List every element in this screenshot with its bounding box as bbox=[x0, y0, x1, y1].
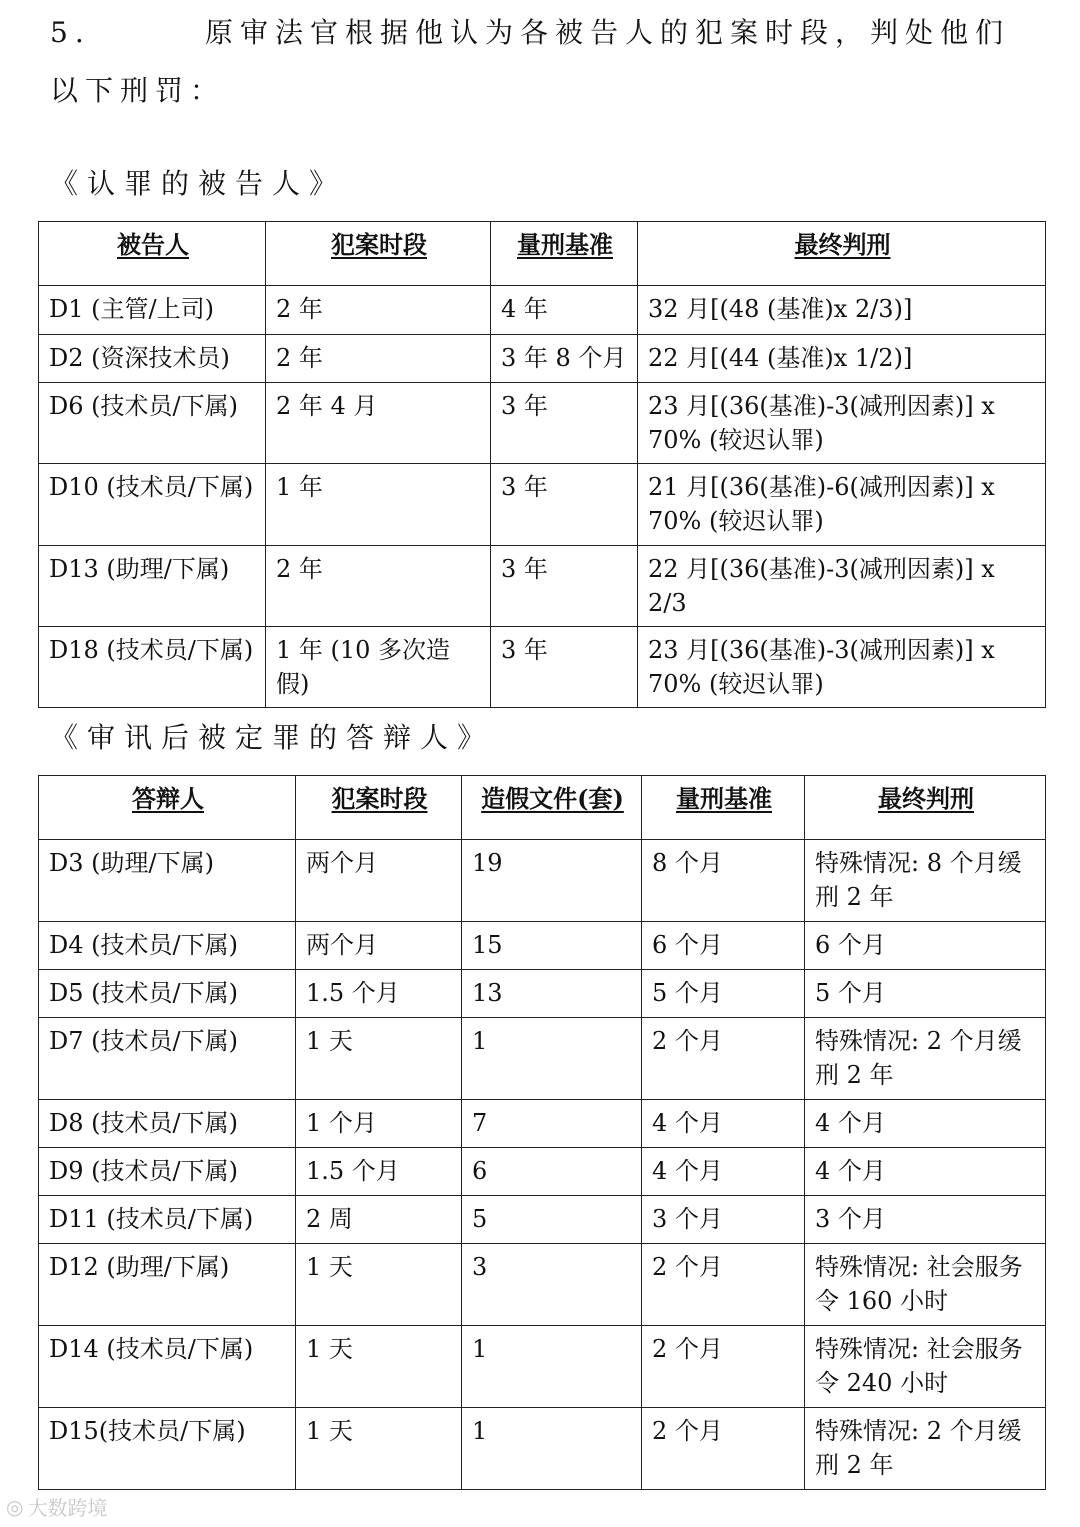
weibo-icon: ◎ bbox=[6, 1494, 24, 1519]
table-row bbox=[39, 464, 1046, 546]
section1-heading: 《认罪的被告人》 bbox=[50, 167, 347, 200]
column-header: 犯案时段 bbox=[296, 776, 462, 840]
table-cell: 2 个月 bbox=[642, 1408, 805, 1490]
convicted-after-trial-table bbox=[38, 775, 1046, 1490]
table-cell: D12 (助理/下属) bbox=[39, 1244, 296, 1326]
table-cell: 21 月[(36(基准)-6(减刑因素)] x 70% (较迟认罪) bbox=[638, 464, 1046, 546]
table-cell: 特殊情况: 8 个月缓刑 2 年 bbox=[805, 840, 1046, 922]
table-row bbox=[39, 840, 1046, 922]
table-cell: 2 周 bbox=[296, 1196, 462, 1244]
column-header: 最终判刑 bbox=[805, 776, 1046, 840]
table-cell: 8 个月 bbox=[642, 840, 805, 922]
table-cell: D13 (助理/下属) bbox=[39, 546, 266, 627]
table-cell: 2 年 bbox=[266, 546, 491, 627]
table-cell: 32 月[(48 (基准)x 2/3)] bbox=[638, 286, 1046, 335]
table-cell: 5 个月 bbox=[642, 970, 805, 1018]
table-cell: 5 bbox=[462, 1196, 642, 1244]
table-cell: 23 月[(36(基准)-3(减刑因素)] x 70% (较迟认罪) bbox=[638, 627, 1046, 708]
column-header: 量刑基准 bbox=[491, 222, 638, 286]
table-cell: D18 (技术员/下属) bbox=[39, 627, 266, 708]
table-cell: 特殊情况: 2 个月缓刑 2 年 bbox=[805, 1018, 1046, 1100]
table-cell: 6 个月 bbox=[805, 922, 1046, 970]
table-row bbox=[39, 335, 1046, 383]
table-cell: D15(技术员/下属) bbox=[39, 1408, 296, 1490]
table-cell: 2 个月 bbox=[642, 1244, 805, 1326]
table-cell: 13 bbox=[462, 970, 642, 1018]
table-cell: 3 bbox=[462, 1244, 642, 1326]
table-cell: 23 月[(36(基准)-3(减刑因素)] x 70% (较迟认罪) bbox=[638, 383, 1046, 464]
table-cell: 1 年 bbox=[266, 464, 491, 546]
column-header: 造假文件(套) bbox=[462, 776, 642, 840]
table-cell: 1 天 bbox=[296, 1244, 462, 1326]
table-cell: 两个月 bbox=[296, 840, 462, 922]
paragraph-number: 5. bbox=[50, 16, 91, 49]
table-cell: 3 个月 bbox=[805, 1196, 1046, 1244]
table-row bbox=[39, 1018, 1046, 1100]
table-row bbox=[39, 1408, 1046, 1490]
table-cell: 3 个月 bbox=[642, 1196, 805, 1244]
table-cell: 1 天 bbox=[296, 1018, 462, 1100]
table-cell: D11 (技术员/下属) bbox=[39, 1196, 296, 1244]
table-cell: D14 (技术员/下属) bbox=[39, 1326, 296, 1408]
table-cell: D5 (技术员/下属) bbox=[39, 970, 296, 1018]
table-cell: D8 (技术员/下属) bbox=[39, 1100, 296, 1148]
watermark bbox=[6, 1492, 107, 1521]
paragraph-text: 原审法官根据他认为各被告人的犯案时段，判处他们以下刑罚： bbox=[50, 16, 1011, 107]
table-cell: 特殊情况: 社会服务令 160 小时 bbox=[805, 1244, 1046, 1326]
table-cell: 3 年 bbox=[491, 464, 638, 546]
table-row bbox=[39, 1196, 1046, 1244]
table-cell: 1 个月 bbox=[296, 1100, 462, 1148]
table-cell: D7 (技术员/下属) bbox=[39, 1018, 296, 1100]
table-row bbox=[39, 627, 1046, 708]
table-cell: 2 个月 bbox=[642, 1018, 805, 1100]
table-cell: 2 年 4 月 bbox=[266, 383, 491, 464]
column-header: 量刑基准 bbox=[642, 776, 805, 840]
table-cell: D10 (技术员/下属) bbox=[39, 464, 266, 546]
table-cell: D4 (技术员/下属) bbox=[39, 922, 296, 970]
table-cell: 4 个月 bbox=[805, 1100, 1046, 1148]
table-cell: D3 (助理/下属) bbox=[39, 840, 296, 922]
table-cell: 3 年 bbox=[491, 546, 638, 627]
column-header: 答辩人 bbox=[39, 776, 296, 840]
table-cell: 特殊情况: 2 个月缓刑 2 年 bbox=[805, 1408, 1046, 1490]
table-cell: D6 (技术员/下属) bbox=[39, 383, 266, 464]
table-cell: 特殊情况: 社会服务令 240 小时 bbox=[805, 1326, 1046, 1408]
table-cell: 22 月[(36(基准)-3(减刑因素)] x 2/3 bbox=[638, 546, 1046, 627]
table-cell: 1 天 bbox=[296, 1326, 462, 1408]
intro-paragraph bbox=[50, 4, 1035, 120]
table-row bbox=[39, 286, 1046, 335]
table-cell: 3 年 bbox=[491, 383, 638, 464]
table-cell: 1 年 (10 多次造假) bbox=[266, 627, 491, 708]
table-row bbox=[39, 383, 1046, 464]
table-cell: 1 bbox=[462, 1408, 642, 1490]
section2-heading: 《审讯后被定罪的答辩人》 bbox=[50, 721, 495, 754]
table-cell: 6 bbox=[462, 1148, 642, 1196]
table-cell: 7 bbox=[462, 1100, 642, 1148]
table-cell: D9 (技术员/下属) bbox=[39, 1148, 296, 1196]
guilty-plea-table bbox=[38, 221, 1046, 708]
table-cell: 1 bbox=[462, 1326, 642, 1408]
table-header-row bbox=[39, 222, 1046, 286]
table-cell: 2 年 bbox=[266, 335, 491, 383]
column-header: 被告人 bbox=[39, 222, 266, 286]
table-cell: 4 个月 bbox=[642, 1148, 805, 1196]
table-row bbox=[39, 922, 1046, 970]
table-row bbox=[39, 1100, 1046, 1148]
table-cell: 2 个月 bbox=[642, 1326, 805, 1408]
table-cell: D2 (资深技术员) bbox=[39, 335, 266, 383]
table-cell: 15 bbox=[462, 922, 642, 970]
table-cell: 3 年 8 个月 bbox=[491, 335, 638, 383]
column-header: 最终判刑 bbox=[638, 222, 1046, 286]
table-cell: 两个月 bbox=[296, 922, 462, 970]
watermark-text: 大数跨境 bbox=[27, 1496, 108, 1520]
table-row bbox=[39, 1244, 1046, 1326]
table-row bbox=[39, 1326, 1046, 1408]
table-cell: 1.5 个月 bbox=[296, 970, 462, 1018]
table-cell: 3 年 bbox=[491, 627, 638, 708]
table-cell: 4 个月 bbox=[642, 1100, 805, 1148]
table-cell: 4 个月 bbox=[805, 1148, 1046, 1196]
table-cell: D1 (主管/上司) bbox=[39, 286, 266, 335]
table-cell: 2 年 bbox=[266, 286, 491, 335]
table-cell: 6 个月 bbox=[642, 922, 805, 970]
column-header: 犯案时段 bbox=[266, 222, 491, 286]
table-cell: 19 bbox=[462, 840, 642, 922]
table-cell: 5 个月 bbox=[805, 970, 1046, 1018]
table-header-row bbox=[39, 776, 1046, 840]
table-cell: 1 bbox=[462, 1018, 642, 1100]
table-cell: 22 月[(44 (基准)x 1/2)] bbox=[638, 335, 1046, 383]
table-cell: 1 天 bbox=[296, 1408, 462, 1490]
table-cell: 4 年 bbox=[491, 286, 638, 335]
table-cell: 1.5 个月 bbox=[296, 1148, 462, 1196]
table-row bbox=[39, 970, 1046, 1018]
table-row bbox=[39, 1148, 1046, 1196]
table-row bbox=[39, 546, 1046, 627]
